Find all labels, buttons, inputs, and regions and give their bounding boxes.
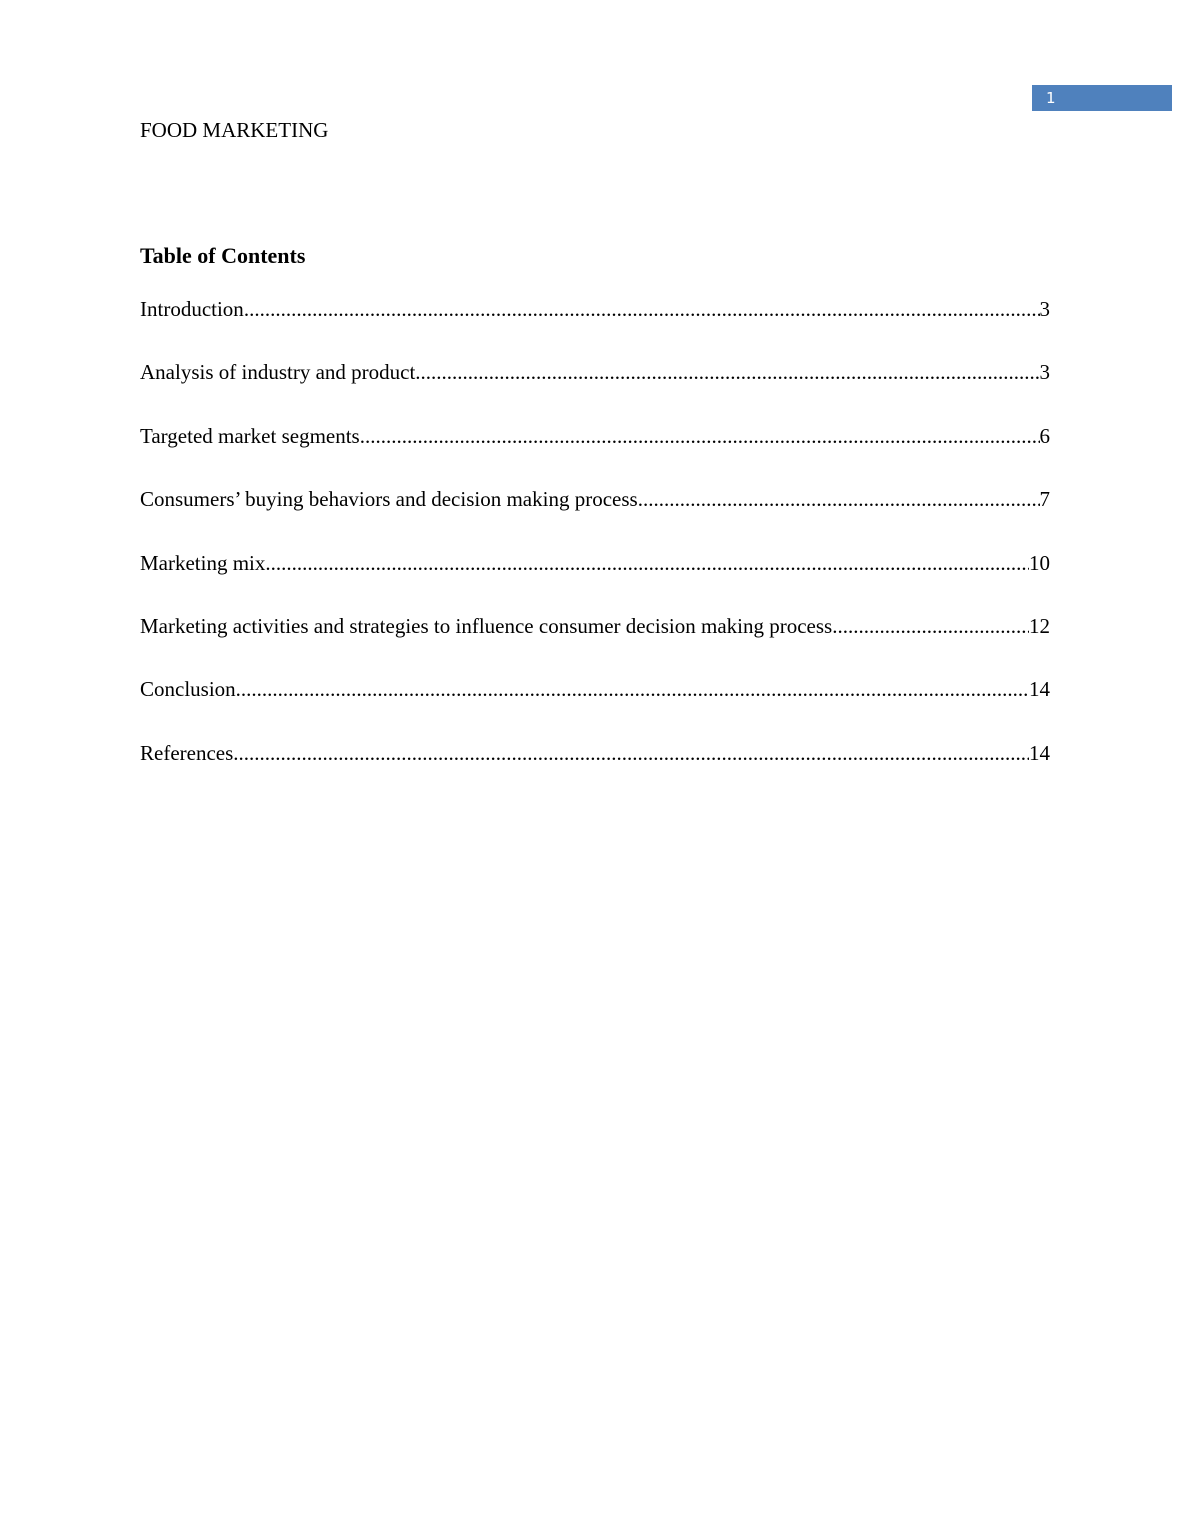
toc-entry-consumer-behavior[interactable]	[140, 484, 1050, 547]
toc-entry-targeted-segments[interactable]	[140, 421, 1050, 484]
toc-entry-page: 3	[1039, 297, 1050, 321]
toc-entry-marketing-activities[interactable]	[140, 611, 1050, 674]
toc-dot-leader	[265, 548, 1029, 578]
toc-entry-references[interactable]	[140, 738, 1050, 801]
toc-dot-leader	[233, 738, 1029, 768]
toc-dot-leader	[638, 484, 1040, 514]
toc-entry-page: 7	[1039, 487, 1050, 512]
toc-dot-leader	[832, 611, 1029, 641]
toc-entry-conclusion[interactable]	[140, 674, 1050, 737]
toc-dot-leader	[415, 357, 1039, 387]
toc-entry-title: Consumers’ buying behaviors and decision making process	[140, 487, 638, 512]
toc-entry-introduction[interactable]	[140, 294, 1050, 357]
toc-entry-analysis[interactable]	[140, 357, 1050, 420]
toc-entry-title: Marketing activities and strategies to influence consumer decision making process	[140, 613, 833, 638]
toc-entry-page: 12	[1029, 613, 1050, 638]
table-of-contents	[140, 294, 1050, 801]
toc-dot-leader	[360, 421, 1040, 451]
toc-entry-title: References	[140, 740, 234, 765]
running-header-title: FOOD MARKETING	[140, 118, 329, 142]
toc-entry-page: 14	[1029, 740, 1050, 765]
toc-entry-marketing-mix[interactable]	[140, 548, 1050, 611]
toc-entry-title: Conclusion	[140, 677, 236, 702]
toc-entry-page: 6	[1039, 423, 1050, 448]
toc-entry-page: 3	[1039, 360, 1050, 385]
toc-heading: Table of Contents	[140, 243, 306, 268]
toc-dot-leader	[236, 674, 1029, 704]
page-number-badge: 1	[1032, 85, 1172, 111]
toc-dot-leader	[244, 294, 1040, 324]
toc-entry-title: Targeted market segments	[140, 423, 360, 448]
toc-entry-title: Introduction	[140, 297, 244, 321]
toc-entry-title: Marketing mix	[140, 550, 266, 575]
toc-entry-page: 10	[1029, 550, 1050, 575]
toc-entry-title: Analysis of industry and product	[140, 360, 416, 385]
toc-entry-page: 14	[1029, 677, 1050, 702]
